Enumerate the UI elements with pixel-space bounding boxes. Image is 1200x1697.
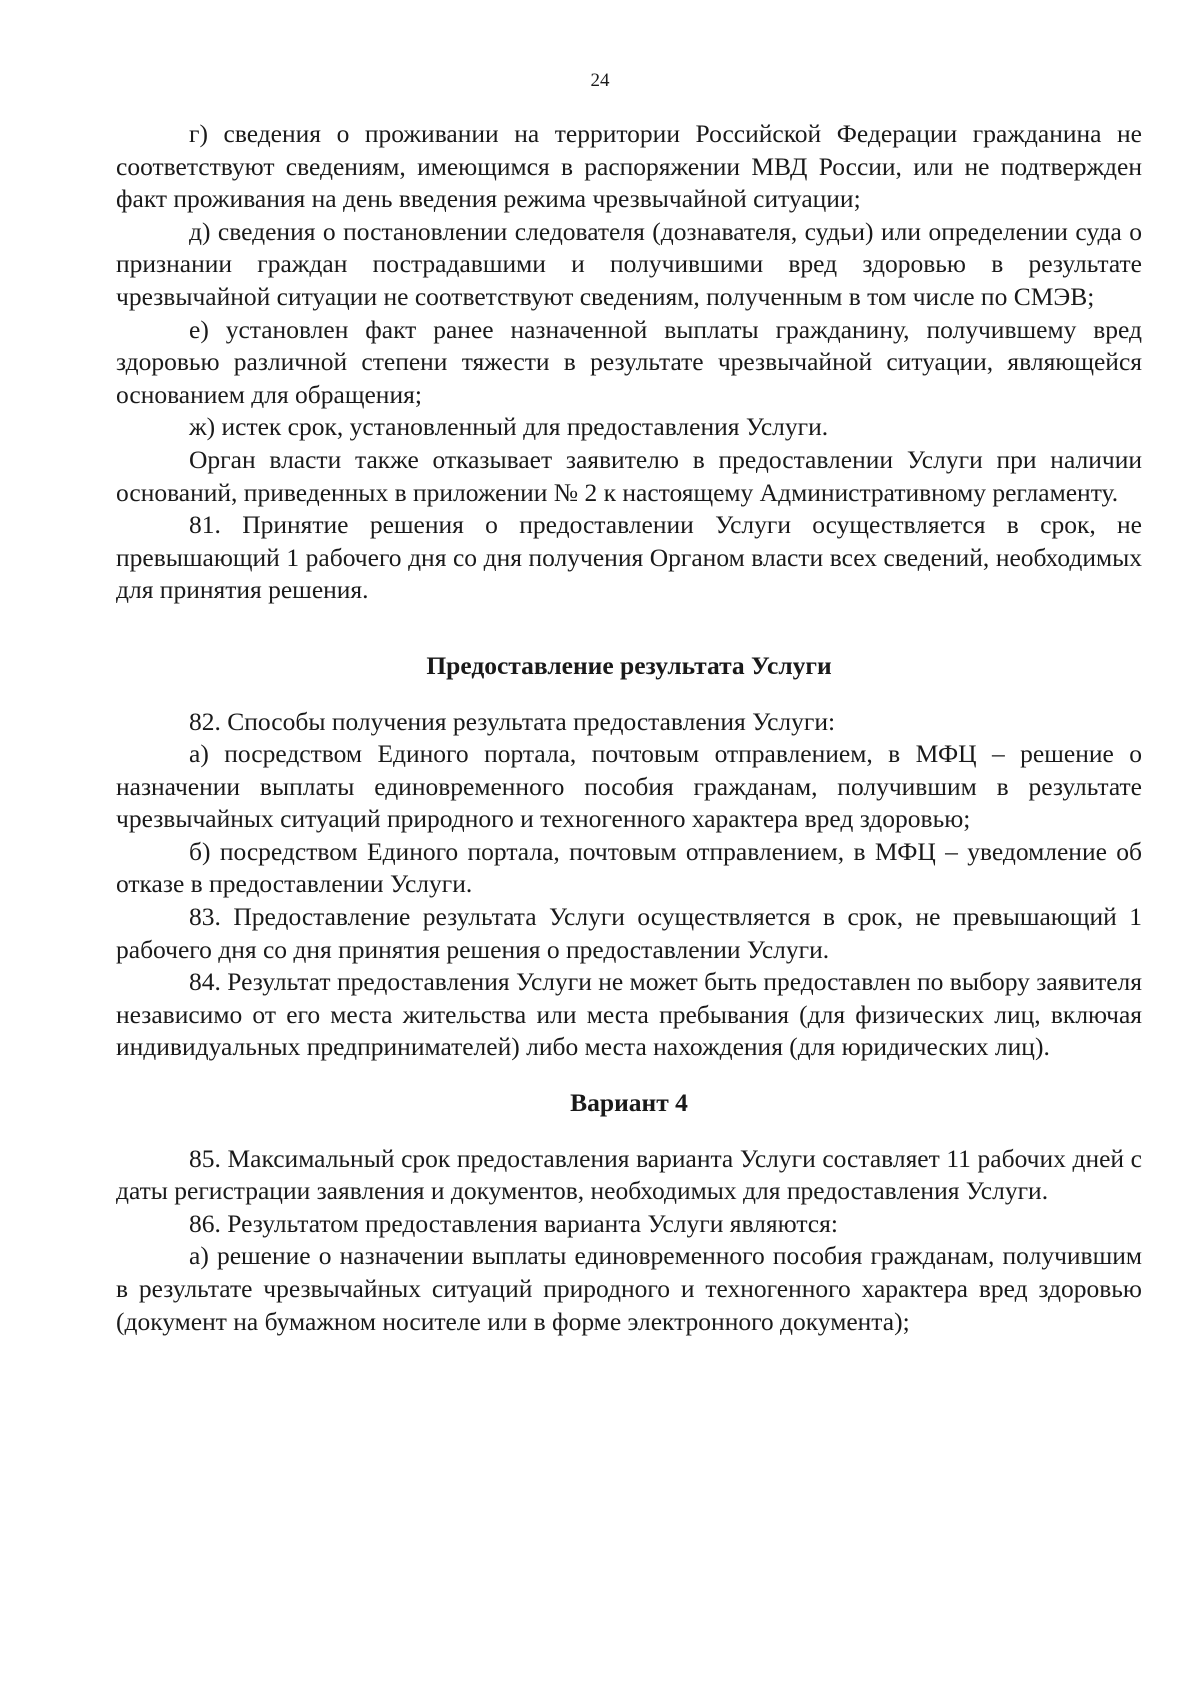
section-heading-variant-4: Вариант 4 bbox=[570, 1088, 688, 1118]
paragraph-refusal-grounds: Орган власти также отказывает заявителю в предоставлении Услуги при наличии оснований, приведенных в приложении № 2 к настоящему Административному регламенту. bbox=[116, 444, 1142, 507]
page-number: 24 bbox=[590, 70, 610, 91]
paragraph-84: 84. Результат предоставления Услуги не может быть предоставлен по выбору заявителя независимо от его места жительства или места пребывания (для физических лиц, включая индивидуальных предпринимателей) либо места нахождения (для юридических лиц). bbox=[116, 967, 1142, 1062]
paragraph-82a: а) посредством Единого портала, почтовым отправлением, в МФЦ – решение о назначении выплаты единовременного пособия гражданам, получившим в результате чрезвычайных ситуаций природного и техногенного характера вред здоровью; bbox=[116, 739, 1142, 834]
paragraph-82: 82. Способы получения результата предоставления Услуги: bbox=[189, 706, 836, 736]
paragraph-g: г) сведения о проживании на территории Российской Федерации гражданина не соответствуют сведениям, имеющимся в распоряжении МВД России, или не подтвержден факт проживания на день введения режима чрезвычайной ситуации; bbox=[116, 119, 1142, 214]
paragraph-85: 85. Максимальный срок предоставления варианта Услуги составляет 11 рабочих дней с даты регистрации заявления и документов, необходимых для предоставления Услуги. bbox=[116, 1143, 1142, 1206]
document-body bbox=[116, 118, 1142, 1338]
paragraph-e: е) установлен факт ранее назначенной выплаты гражданину, получившему вред здоровью различной степени тяжести в результате чрезвычайной ситуации, являющейся основанием для обращения; bbox=[116, 314, 1142, 409]
paragraph-d: д) сведения о постановлении следователя (дознавателя, судьи) или определении суда о признании граждан пострадавшими и получившими вред здоровью в результате чрезвычайной ситуации не соответствуют сведениям, полученным в том числе по СМЭВ; bbox=[116, 216, 1142, 311]
paragraph-86a: а) решение о назначении выплаты единовременного пособия гражданам, получившим в результате чрезвычайных ситуаций природного и техногенного характера вред здоровью (документ на бумажном носителе или в форме электронного документа); bbox=[116, 1241, 1142, 1336]
paragraph-zh: ж) истек срок, установленный для предоставления Услуги. bbox=[189, 412, 829, 442]
section-heading-result: Предоставление результата Услуги bbox=[426, 650, 832, 680]
paragraph-86: 86. Результатом предоставления варианта Услуги являются: bbox=[189, 1208, 838, 1238]
paragraph-83: 83. Предоставление результата Услуги осуществляется в срок, не превышающий 1 рабочего дня со дня принятия решения о предоставлении Услуги. bbox=[116, 902, 1142, 964]
paragraph-81: 81. Принятие решения о предоставлении Услуги осуществляется в срок, не превышающий 1 рабочего дня со дня получения Органом власти всех сведений, необходимых для принятия решения. bbox=[116, 510, 1142, 605]
paragraph-82b: б) посредством Единого портала, почтовым отправлением, в МФЦ – уведомление об отказе в предоставлении Услуги. bbox=[116, 836, 1142, 899]
